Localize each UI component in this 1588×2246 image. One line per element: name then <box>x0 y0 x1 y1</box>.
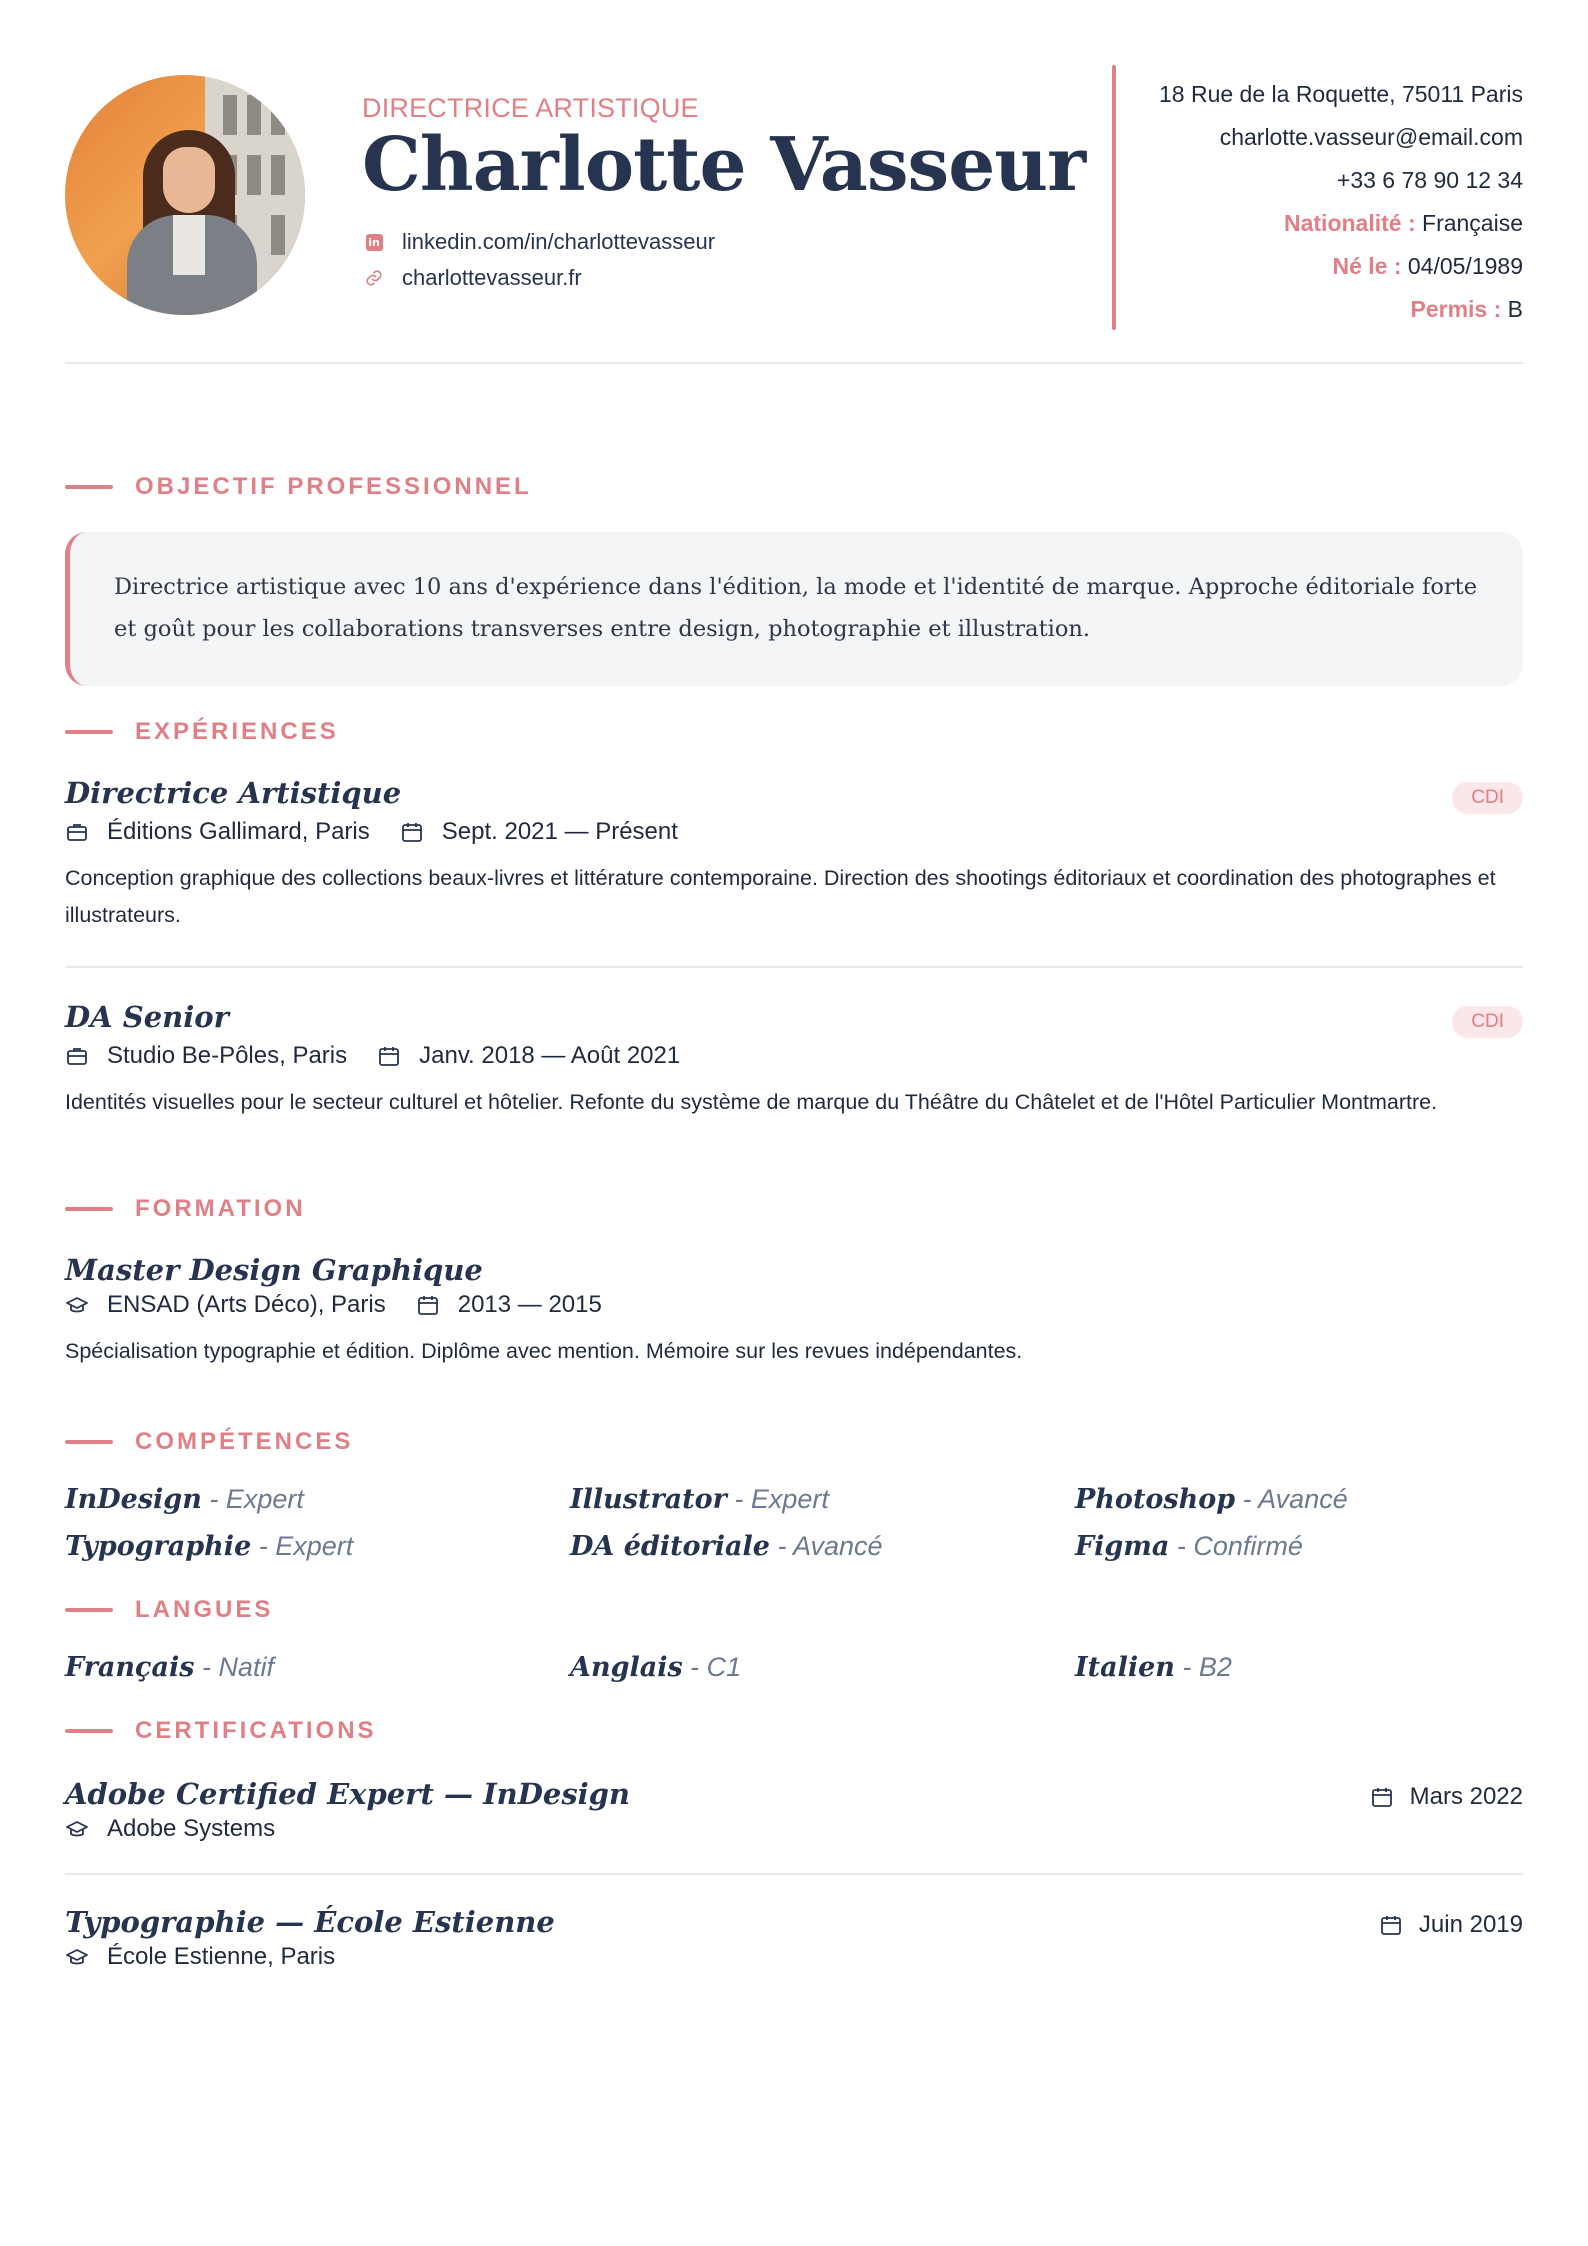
profile-links <box>362 224 1085 296</box>
section-bar <box>65 1608 113 1612</box>
birth-label: Né le : <box>1332 253 1402 279</box>
language-item: Anglais - C1 <box>570 1652 742 1683</box>
section-bar <box>65 730 113 734</box>
contract-badge: CDI <box>1452 782 1523 814</box>
contract-badge: CDI <box>1452 1006 1523 1038</box>
entry-description: Spécialisation typographie et édition. Diplôme avec mention. Mémoire sur les revues indépendantes. <box>65 1339 1023 1363</box>
section-heading <box>65 1189 1523 1229</box>
dates: Janv. 2018 — Août 2021 <box>419 1042 681 1069</box>
section-heading <box>65 1422 1523 1462</box>
section-bar <box>65 1207 113 1211</box>
experience-entry <box>65 1000 1523 1121</box>
language-item: Italien - B2 <box>1075 1652 1232 1683</box>
graduation-cap-icon <box>65 1291 93 1319</box>
nationality-label: Nationalité : <box>1284 210 1416 236</box>
cert-date: Mars 2022 <box>1370 1783 1523 1811</box>
certification-entry <box>65 1777 1523 1843</box>
header-divider <box>65 362 1523 364</box>
education-entry <box>65 1253 1523 1370</box>
job-title: DIRECTRICE ARTISTIQUE <box>362 93 699 123</box>
email[interactable]: charlotte.vasseur@email.com <box>1219 124 1523 150</box>
license-value: B <box>1507 296 1523 322</box>
resume-header <box>65 65 1523 360</box>
entry-title: Adobe Certified Expert — InDesign <box>65 1777 631 1811</box>
languages-section <box>65 1590 1523 1683</box>
birth-row <box>1159 245 1523 288</box>
skill-item: Typographie - Expert <box>65 1531 354 1562</box>
section-bar <box>65 1440 113 1444</box>
school: ENSAD (Arts Déco), Paris <box>107 1291 386 1318</box>
calendar-icon <box>1379 1911 1407 1939</box>
company: Éditions Gallimard, Paris <box>107 818 370 845</box>
entry-meta <box>65 1042 1523 1070</box>
entry-divider <box>65 1873 1523 1875</box>
entry-description: Identités visuelles pour le secteur culturel et hôtelier. Refonte du système de marque du Théâtre du Châtelet et de l'Hôtel Particulier Montmartre. <box>65 1090 1438 1114</box>
languages-grid <box>65 1652 1523 1683</box>
skill-item: InDesign - Expert <box>65 1484 304 1515</box>
certifications-section <box>65 1711 1523 1971</box>
entry-title: Master Design Graphique <box>65 1253 483 1287</box>
contact-divider <box>1112 65 1116 330</box>
entry-description: Conception graphique des collections beaux-livres et littérature contemporaine. Direction des shootings éditoriaux et coordination des photographes et illustrateurs. <box>65 866 1496 927</box>
candidate-name: Charlotte Vasseur <box>362 122 1086 208</box>
website-url[interactable]: charlottevasseur.fr <box>402 265 582 290</box>
issuer: Adobe Systems <box>107 1815 276 1842</box>
calendar-icon <box>377 1042 405 1070</box>
section-title: FORMATION <box>135 1195 306 1222</box>
skill-item: Figma - Confirmé <box>1075 1531 1303 1562</box>
section-heading <box>65 712 1523 752</box>
entry-meta <box>65 1943 1523 1971</box>
graduation-cap-icon <box>65 1815 93 1843</box>
issuer: École Estienne, Paris <box>107 1943 336 1970</box>
dates: Sept. 2021 — Présent <box>441 818 678 845</box>
graduation-cap-icon <box>65 1943 93 1971</box>
skill-item: Photoshop - Avancé <box>1075 1484 1348 1515</box>
briefcase-icon <box>65 818 93 846</box>
certification-entry <box>65 1905 1523 1971</box>
section-bar <box>65 1729 113 1733</box>
skill-item: DA éditoriale - Avancé <box>570 1531 883 1562</box>
entry-title: DA Senior <box>65 1000 229 1034</box>
license-label: Permis : <box>1410 296 1502 322</box>
dates: 2013 — 2015 <box>457 1291 602 1318</box>
linkedin-url[interactable]: linkedin.com/in/charlottevasseur <box>402 229 716 254</box>
section-title: OBJECTIF PROFESSIONNEL <box>135 473 532 500</box>
section-title: LANGUES <box>135 1596 274 1623</box>
entry-meta <box>65 1291 1523 1319</box>
license-row <box>1159 288 1523 331</box>
phone[interactable]: +33 6 78 90 12 34 <box>1336 167 1523 193</box>
entry-meta <box>65 1815 1523 1843</box>
contact-block <box>1159 73 1523 331</box>
birth-value: 04/05/1989 <box>1407 253 1523 279</box>
skills-section <box>65 1422 1523 1562</box>
linkedin-link[interactable] <box>362 224 1085 260</box>
profile-photo <box>65 75 305 315</box>
section-title: EXPÉRIENCES <box>135 718 339 745</box>
language-item: Français - Natif <box>65 1652 274 1683</box>
section-title: COMPÉTENCES <box>135 1428 354 1455</box>
briefcase-icon <box>65 1042 93 1070</box>
experience-section <box>65 712 1523 1121</box>
entry-meta <box>65 818 1523 846</box>
linkedin-icon: in <box>362 230 386 254</box>
calendar-icon <box>416 1291 444 1319</box>
website-link[interactable] <box>362 260 1085 296</box>
section-title: CERTIFICATIONS <box>135 1717 377 1744</box>
entry-divider <box>65 966 1523 968</box>
nationality-value: Française <box>1422 210 1523 236</box>
title-block <box>362 93 1085 296</box>
entry-title: Directrice Artistique <box>65 776 402 810</box>
education-section <box>65 1189 1523 1370</box>
nationality-row <box>1159 202 1523 245</box>
objective-text: Directrice artistique avec 10 ans d'expérience dans l'édition, la mode et l'identité de marque. Approche éditoriale forte et goût pour les collaborations transverses entre design, photographie et illustration. <box>65 532 1523 686</box>
calendar-icon <box>400 818 428 846</box>
skills-grid <box>65 1484 1523 1562</box>
section-heading <box>65 467 1523 507</box>
experience-entry <box>65 776 1523 934</box>
skill-item: Illustrator - Expert <box>570 1484 829 1515</box>
link-icon <box>362 266 386 290</box>
section-heading <box>65 1711 1523 1751</box>
section-bar <box>65 485 113 489</box>
company: Studio Be-Pôles, Paris <box>107 1042 348 1069</box>
calendar-icon <box>1370 1783 1398 1811</box>
cert-date: Juin 2019 <box>1379 1911 1523 1939</box>
entry-title: Typographie — École Estienne <box>65 1905 555 1939</box>
address: 18 Rue de la Roquette, 75011 Paris <box>1159 81 1523 107</box>
objective-section <box>65 467 1523 686</box>
section-heading <box>65 1590 1523 1630</box>
